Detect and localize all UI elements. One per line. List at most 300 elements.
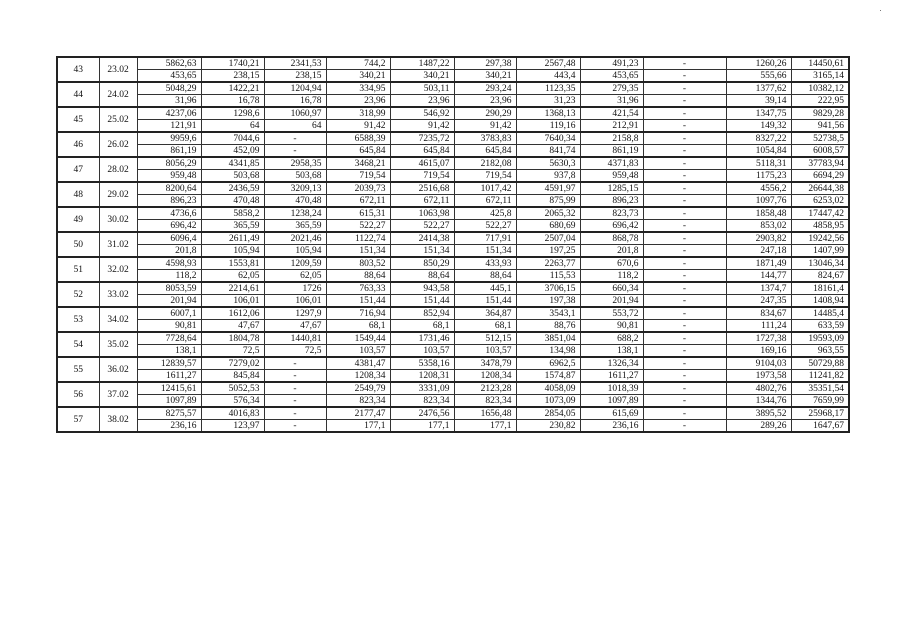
- table-cell: 4237,06: [137, 107, 201, 120]
- table-cell: 115,53: [516, 270, 580, 283]
- table-cell: 26644,38: [791, 182, 849, 195]
- row-date: 38.02: [99, 407, 137, 432]
- table-cell: 19593,09: [791, 332, 849, 345]
- table-cell: 197,38: [516, 295, 580, 308]
- table-cell: 875,99: [516, 195, 580, 208]
- table-cell: 52738,5: [791, 132, 849, 145]
- table-cell: 19242,56: [791, 232, 849, 245]
- table-cell: 421,54: [580, 107, 643, 120]
- table-cell: 868,78: [580, 232, 643, 245]
- table-cell: 105,94: [264, 245, 326, 258]
- table-cell: 645,84: [326, 145, 390, 158]
- table-cell: 279,35: [580, 82, 643, 95]
- table-cell: 47,67: [264, 320, 326, 333]
- table-cell: 68,1: [390, 320, 454, 333]
- table-cell: 177,1: [326, 420, 390, 433]
- table-cell: -: [643, 95, 726, 108]
- table-cell: 31,96: [137, 95, 201, 108]
- table-cell: 670,6: [580, 257, 643, 270]
- table-cell: 1407,99: [791, 245, 849, 258]
- table-cell: 118,2: [137, 270, 201, 283]
- table-cell: 68,1: [326, 320, 390, 333]
- table-cell: -: [643, 307, 726, 320]
- table-cell: 318,99: [326, 107, 390, 120]
- row-number: 43: [57, 57, 99, 82]
- table-cell: 6096,4: [137, 232, 201, 245]
- table-cell: 1326,34: [580, 357, 643, 370]
- table-cell: 834,67: [726, 307, 791, 320]
- table-cell: 688,2: [580, 332, 643, 345]
- table-cell: -: [643, 107, 726, 120]
- table-cell: -: [643, 382, 726, 395]
- table-cell: 937,8: [516, 170, 580, 183]
- row-date: 30.02: [99, 207, 137, 232]
- table-cell: 4598,93: [137, 257, 201, 270]
- table-cell: 88,64: [390, 270, 454, 283]
- table-cell: 37783,94: [791, 157, 849, 170]
- table-cell: 1175,23: [726, 170, 791, 183]
- row-date: 26.02: [99, 132, 137, 157]
- table-cell: 17447,42: [791, 207, 849, 220]
- table-row: [57, 120, 849, 133]
- table-cell: 364,87: [454, 307, 516, 320]
- table-cell: 334,95: [326, 82, 390, 95]
- table-cell: 2214,61: [201, 282, 264, 295]
- table-cell: 1647,67: [791, 420, 849, 433]
- table-row: [57, 307, 849, 320]
- table-cell: 4058,09: [516, 382, 580, 395]
- table-cell: 1017,42: [454, 182, 516, 195]
- table-cell: -: [643, 295, 726, 308]
- row-date: 24.02: [99, 82, 137, 107]
- table-row: [57, 345, 849, 358]
- table-cell: 64: [264, 120, 326, 133]
- table-row: [57, 157, 849, 170]
- table-cell: 823,34: [454, 395, 516, 408]
- table-row: [57, 270, 849, 283]
- table-cell: -: [643, 145, 726, 158]
- table-cell: 2549,79: [326, 382, 390, 395]
- table-cell: 106,01: [264, 295, 326, 308]
- table-cell: 62,05: [264, 270, 326, 283]
- table-row: [57, 170, 849, 183]
- table-cell: 4802,76: [726, 382, 791, 395]
- table-cell: 896,23: [580, 195, 643, 208]
- table-cell: 823,34: [326, 395, 390, 408]
- table-cell: 62,05: [201, 270, 264, 283]
- table-cell: 4736,6: [137, 207, 201, 220]
- table-cell: 1208,34: [326, 370, 390, 383]
- table-cell: -: [643, 57, 726, 70]
- table-cell: 1871,49: [726, 257, 791, 270]
- table-cell: 453,65: [137, 70, 201, 83]
- table-cell: 696,42: [580, 220, 643, 233]
- table-row: [57, 145, 849, 158]
- table-cell: 1063,98: [390, 207, 454, 220]
- table-cell: 2123,28: [454, 382, 516, 395]
- table-cell: 111,24: [726, 320, 791, 333]
- table-cell: 1347,75: [726, 107, 791, 120]
- table-cell: 1574,87: [516, 370, 580, 383]
- table-cell: 1804,78: [201, 332, 264, 345]
- table-cell: 443,4: [516, 70, 580, 83]
- table-cell: 3165,14: [791, 70, 849, 83]
- table-cell: 236,16: [580, 420, 643, 433]
- table-cell: 14485,4: [791, 307, 849, 320]
- table-cell: 290,29: [454, 107, 516, 120]
- table-cell: 4381,47: [326, 357, 390, 370]
- table-cell: 1260,26: [726, 57, 791, 70]
- table-cell: 25968,17: [791, 407, 849, 420]
- table-cell: 645,84: [454, 145, 516, 158]
- table-cell: 4371,83: [580, 157, 643, 170]
- table-cell: 39,14: [726, 95, 791, 108]
- table-cell: 470,48: [201, 195, 264, 208]
- table-row: [57, 320, 849, 333]
- row-number: 45: [57, 107, 99, 132]
- table-cell: 7640,34: [516, 132, 580, 145]
- table-row: [57, 95, 849, 108]
- table-cell: 445,1: [454, 282, 516, 295]
- table-cell: 522,27: [454, 220, 516, 233]
- table-cell: 1209,59: [264, 257, 326, 270]
- table-cell: 2177,47: [326, 407, 390, 420]
- table-row: [57, 107, 849, 120]
- table-cell: 2039,73: [326, 182, 390, 195]
- table-cell: 1073,09: [516, 395, 580, 408]
- data-table: [56, 56, 850, 433]
- table-cell: 7279,02: [201, 357, 264, 370]
- table-cell: 134,98: [516, 345, 580, 358]
- table-cell: 123,97: [201, 420, 264, 433]
- table-cell: 1018,39: [580, 382, 643, 395]
- table-cell: 615,31: [326, 207, 390, 220]
- table-cell: -: [643, 257, 726, 270]
- table-cell: 103,57: [454, 345, 516, 358]
- table-cell: 247,35: [726, 295, 791, 308]
- table-cell: 72,5: [201, 345, 264, 358]
- table-cell: 2611,49: [201, 232, 264, 245]
- table-cell: 1208,31: [390, 370, 454, 383]
- table-cell: 1060,97: [264, 107, 326, 120]
- table-cell: 425,8: [454, 207, 516, 220]
- table-cell: 1440,81: [264, 332, 326, 345]
- table-cell: 247,18: [726, 245, 791, 258]
- table-cell: 896,23: [137, 195, 201, 208]
- table-cell: 503,68: [264, 170, 326, 183]
- table-cell: 138,1: [580, 345, 643, 358]
- table-cell: 16,78: [201, 95, 264, 108]
- table-cell: -: [643, 195, 726, 208]
- table-cell: 121,91: [137, 120, 201, 133]
- table-cell: -: [643, 245, 726, 258]
- table-cell: 201,8: [137, 245, 201, 258]
- table-cell: 11241,82: [791, 370, 849, 383]
- row-date: 36.02: [99, 357, 137, 382]
- table-cell: 4591,97: [516, 182, 580, 195]
- table-cell: 7659,99: [791, 395, 849, 408]
- table-cell: 8327,22: [726, 132, 791, 145]
- table-cell: 6694,29: [791, 170, 849, 183]
- table-cell: 744,2: [326, 57, 390, 70]
- row-number: 46: [57, 132, 99, 157]
- table-cell: 2436,59: [201, 182, 264, 195]
- table-cell: 201,94: [137, 295, 201, 308]
- row-number: 50: [57, 232, 99, 257]
- table-cell: 106,01: [201, 295, 264, 308]
- table-cell: 177,1: [454, 420, 516, 433]
- table-cell: 23,96: [390, 95, 454, 108]
- table-cell: 64: [201, 120, 264, 133]
- row-number: 52: [57, 282, 99, 307]
- table-cell: 238,15: [201, 70, 264, 83]
- table-cell: -: [264, 370, 326, 383]
- table-row: [57, 245, 849, 258]
- table-cell: 2516,68: [390, 182, 454, 195]
- table-cell: 340,21: [454, 70, 516, 83]
- row-date: 29.02: [99, 182, 137, 207]
- table-row: [57, 182, 849, 195]
- table-cell: 959,48: [137, 170, 201, 183]
- table-cell: 177,1: [390, 420, 454, 433]
- table-cell: 50729,88: [791, 357, 849, 370]
- table-cell: 149,32: [726, 120, 791, 133]
- table-cell: 680,69: [516, 220, 580, 233]
- table-cell: 963,55: [791, 345, 849, 358]
- table-cell: 1344,76: [726, 395, 791, 408]
- table-cell: 1656,48: [454, 407, 516, 420]
- table-cell: 4858,95: [791, 220, 849, 233]
- table-row: [57, 220, 849, 233]
- table-cell: 18161,4: [791, 282, 849, 295]
- table-cell: 6008,57: [791, 145, 849, 158]
- table-cell: -: [643, 332, 726, 345]
- table-cell: 1408,94: [791, 295, 849, 308]
- table-cell: 719,54: [454, 170, 516, 183]
- table-cell: 3783,83: [454, 132, 516, 145]
- row-date: 25.02: [99, 107, 137, 132]
- row-number: 51: [57, 257, 99, 282]
- table-cell: 3851,04: [516, 332, 580, 345]
- table-cell: 90,81: [580, 320, 643, 333]
- table-cell: 576,34: [201, 395, 264, 408]
- table-row: [57, 207, 849, 220]
- table-cell: 222,95: [791, 95, 849, 108]
- table-cell: 7044,6: [201, 132, 264, 145]
- table-cell: 850,29: [390, 257, 454, 270]
- table-row: [57, 332, 849, 345]
- table-cell: 23,96: [326, 95, 390, 108]
- table-cell: 1740,21: [201, 57, 264, 70]
- table-cell: 660,34: [580, 282, 643, 295]
- table-cell: 88,64: [454, 270, 516, 283]
- table-cell: 1374,7: [726, 282, 791, 295]
- table-cell: 4016,83: [201, 407, 264, 420]
- table-cell: 1285,15: [580, 182, 643, 195]
- table-cell: -: [264, 132, 326, 145]
- table-cell: -: [643, 232, 726, 245]
- table-cell: -: [264, 395, 326, 408]
- table-cell: 88,76: [516, 320, 580, 333]
- table-cell: 12839,57: [137, 357, 201, 370]
- table-cell: 9829,28: [791, 107, 849, 120]
- table-cell: -: [643, 170, 726, 183]
- table-cell: 90,81: [137, 320, 201, 333]
- table-cell: 365,59: [264, 220, 326, 233]
- row-number: 53: [57, 307, 99, 332]
- table-cell: 1731,46: [390, 332, 454, 345]
- table-cell: 151,44: [326, 295, 390, 308]
- table-cell: 4556,2: [726, 182, 791, 195]
- table-cell: 512,15: [454, 332, 516, 345]
- row-number: 54: [57, 332, 99, 357]
- table-cell: 845,84: [201, 370, 264, 383]
- table-cell: 118,2: [580, 270, 643, 283]
- row-date: 28.02: [99, 157, 137, 182]
- row-number: 55: [57, 357, 99, 382]
- table-cell: 1487,22: [390, 57, 454, 70]
- row-number: 47: [57, 157, 99, 182]
- table-cell: 823,34: [390, 395, 454, 408]
- table-cell: 672,11: [454, 195, 516, 208]
- table-cell: 68,1: [454, 320, 516, 333]
- table-cell: 212,91: [580, 120, 643, 133]
- table-row: [57, 82, 849, 95]
- table-cell: 3706,15: [516, 282, 580, 295]
- table-cell: -: [643, 82, 726, 95]
- table-cell: 1122,74: [326, 232, 390, 245]
- table-cell: -: [643, 120, 726, 133]
- table-cell: 1054,84: [726, 145, 791, 158]
- table-cell: 4615,07: [390, 157, 454, 170]
- table-cell: 1727,38: [726, 332, 791, 345]
- table-cell: 105,94: [201, 245, 264, 258]
- table-cell: 10382,12: [791, 82, 849, 95]
- table-cell: 5118,31: [726, 157, 791, 170]
- table-cell: 340,21: [390, 70, 454, 83]
- table-cell: 9104,03: [726, 357, 791, 370]
- table-row: [57, 195, 849, 208]
- table-cell: 91,42: [454, 120, 516, 133]
- table-cell: 8056,29: [137, 157, 201, 170]
- table-cell: 1553,81: [201, 257, 264, 270]
- table-cell: 959,48: [580, 170, 643, 183]
- table-cell: 1611,27: [137, 370, 201, 383]
- table-cell: 1097,89: [137, 395, 201, 408]
- table-row: [57, 395, 849, 408]
- table-cell: 13046,34: [791, 257, 849, 270]
- table-cell: -: [643, 282, 726, 295]
- row-date: 35.02: [99, 332, 137, 357]
- table-cell: 3543,1: [516, 307, 580, 320]
- table-cell: 201,94: [580, 295, 643, 308]
- table-cell: 672,11: [390, 195, 454, 208]
- table-cell: 861,19: [137, 145, 201, 158]
- table-cell: 3478,79: [454, 357, 516, 370]
- table-row: [57, 132, 849, 145]
- table-cell: 2341,53: [264, 57, 326, 70]
- table-cell: 546,92: [390, 107, 454, 120]
- table-cell: 6588,39: [326, 132, 390, 145]
- table-cell: 151,44: [390, 295, 454, 308]
- table-cell: 3209,13: [264, 182, 326, 195]
- table-cell: 615,69: [580, 407, 643, 420]
- table-cell: 2903,82: [726, 232, 791, 245]
- row-number: 56: [57, 382, 99, 407]
- row-number: 49: [57, 207, 99, 232]
- table-row: [57, 232, 849, 245]
- table-cell: 4341,85: [201, 157, 264, 170]
- table-cell: 5358,16: [390, 357, 454, 370]
- table-cell: 717,91: [454, 232, 516, 245]
- table-cell: 2065,32: [516, 207, 580, 220]
- table-cell: 1726: [264, 282, 326, 295]
- table-row: [57, 420, 849, 433]
- table-cell: 6962,5: [516, 357, 580, 370]
- table-cell: 3468,21: [326, 157, 390, 170]
- table-cell: 1549,44: [326, 332, 390, 345]
- table-row: [57, 70, 849, 83]
- table-cell: 47,67: [201, 320, 264, 333]
- table-cell: 503,68: [201, 170, 264, 183]
- table-cell: 503,11: [390, 82, 454, 95]
- table-cell: 716,94: [326, 307, 390, 320]
- table-cell: -: [643, 270, 726, 283]
- table-row: [57, 382, 849, 395]
- table-cell: 2854,05: [516, 407, 580, 420]
- table-row: [57, 407, 849, 420]
- table-cell: -: [643, 182, 726, 195]
- table-cell: 853,02: [726, 220, 791, 233]
- row-number: 48: [57, 182, 99, 207]
- table-cell: 6007,1: [137, 307, 201, 320]
- table-cell: 138,1: [137, 345, 201, 358]
- table-cell: 197,25: [516, 245, 580, 258]
- table-cell: 3895,52: [726, 407, 791, 420]
- row-date: 32.02: [99, 257, 137, 282]
- table-cell: 35351,54: [791, 382, 849, 395]
- table-cell: 941,56: [791, 120, 849, 133]
- table-cell: 119,16: [516, 120, 580, 133]
- table-cell: 841,74: [516, 145, 580, 158]
- row-number: 44: [57, 82, 99, 107]
- table-cell: 553,72: [580, 307, 643, 320]
- table-cell: 14450,61: [791, 57, 849, 70]
- table-cell: 2507,04: [516, 232, 580, 245]
- table-cell: 340,21: [326, 70, 390, 83]
- table-cell: 1097,76: [726, 195, 791, 208]
- table-cell: 719,54: [390, 170, 454, 183]
- table-cell: 453,65: [580, 70, 643, 83]
- table-cell: 151,34: [454, 245, 516, 258]
- table-cell: 5862,63: [137, 57, 201, 70]
- table-row: [57, 357, 849, 370]
- table-cell: -: [264, 357, 326, 370]
- table-cell: 2567,48: [516, 57, 580, 70]
- table-cell: 645,84: [390, 145, 454, 158]
- table-cell: -: [264, 420, 326, 433]
- table-cell: 5052,53: [201, 382, 264, 395]
- table-cell: -: [643, 220, 726, 233]
- table-cell: 7235,72: [390, 132, 454, 145]
- row-number: 57: [57, 407, 99, 432]
- table-cell: -: [643, 70, 726, 83]
- table-cell: 8275,57: [137, 407, 201, 420]
- table-cell: 230,82: [516, 420, 580, 433]
- table-cell: 6253,02: [791, 195, 849, 208]
- table-row: [57, 257, 849, 270]
- table-cell: 7728,64: [137, 332, 201, 345]
